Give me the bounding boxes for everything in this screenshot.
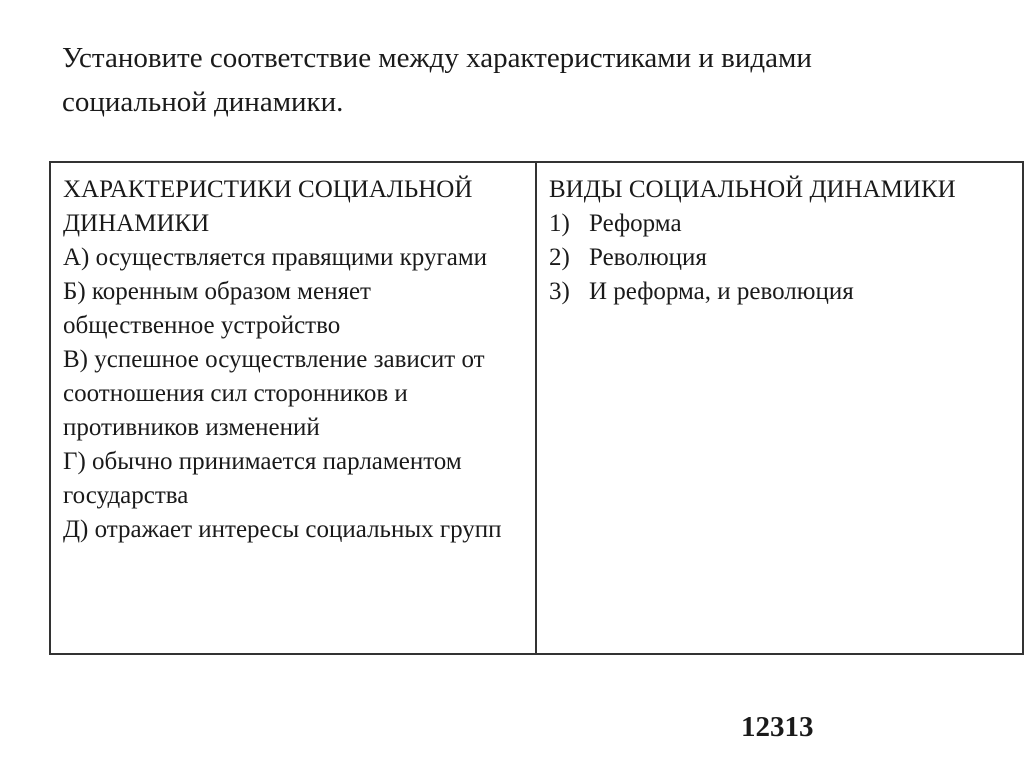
type-item xyxy=(549,207,1012,241)
task-title: Установите соответствие между характеристиками и видами социальной динамики. xyxy=(62,42,812,118)
type-label: Революция xyxy=(589,244,707,271)
type-label: И реформа, и революция xyxy=(589,278,854,305)
type-label: Реформа xyxy=(589,210,682,237)
characteristic-item: Д) отражает интересы социальных групп xyxy=(63,516,502,543)
type-number: 2) xyxy=(549,244,570,271)
characteristics-header: ХАРАКТЕРИСТИКИ СОЦИАЛЬНОЙ ДИНАМИКИ xyxy=(63,176,473,237)
type-number: 1) xyxy=(549,210,570,237)
types-header: ВИДЫ СОЦИАЛЬНОЙ ДИНАМИКИ xyxy=(549,176,956,203)
type-number: 3) xyxy=(549,278,570,305)
characteristic-item: В) успешное осуществление зависит от соотношения сил сторонников и противников изменений xyxy=(63,346,485,441)
table-row xyxy=(50,162,1023,654)
characteristic-item: Б) коренным образом меняет общественное устройство xyxy=(63,278,371,339)
matching-table xyxy=(49,161,1024,655)
types-column xyxy=(536,162,1023,654)
type-item xyxy=(549,241,1012,275)
characteristic-item: Г) обычно принимается парламентом государства xyxy=(63,448,462,509)
characteristics-column xyxy=(50,162,536,654)
characteristic-item: А) осуществляется правящими кругами xyxy=(63,244,488,271)
type-item xyxy=(549,275,1012,309)
answer-code: 12313 xyxy=(741,711,814,743)
